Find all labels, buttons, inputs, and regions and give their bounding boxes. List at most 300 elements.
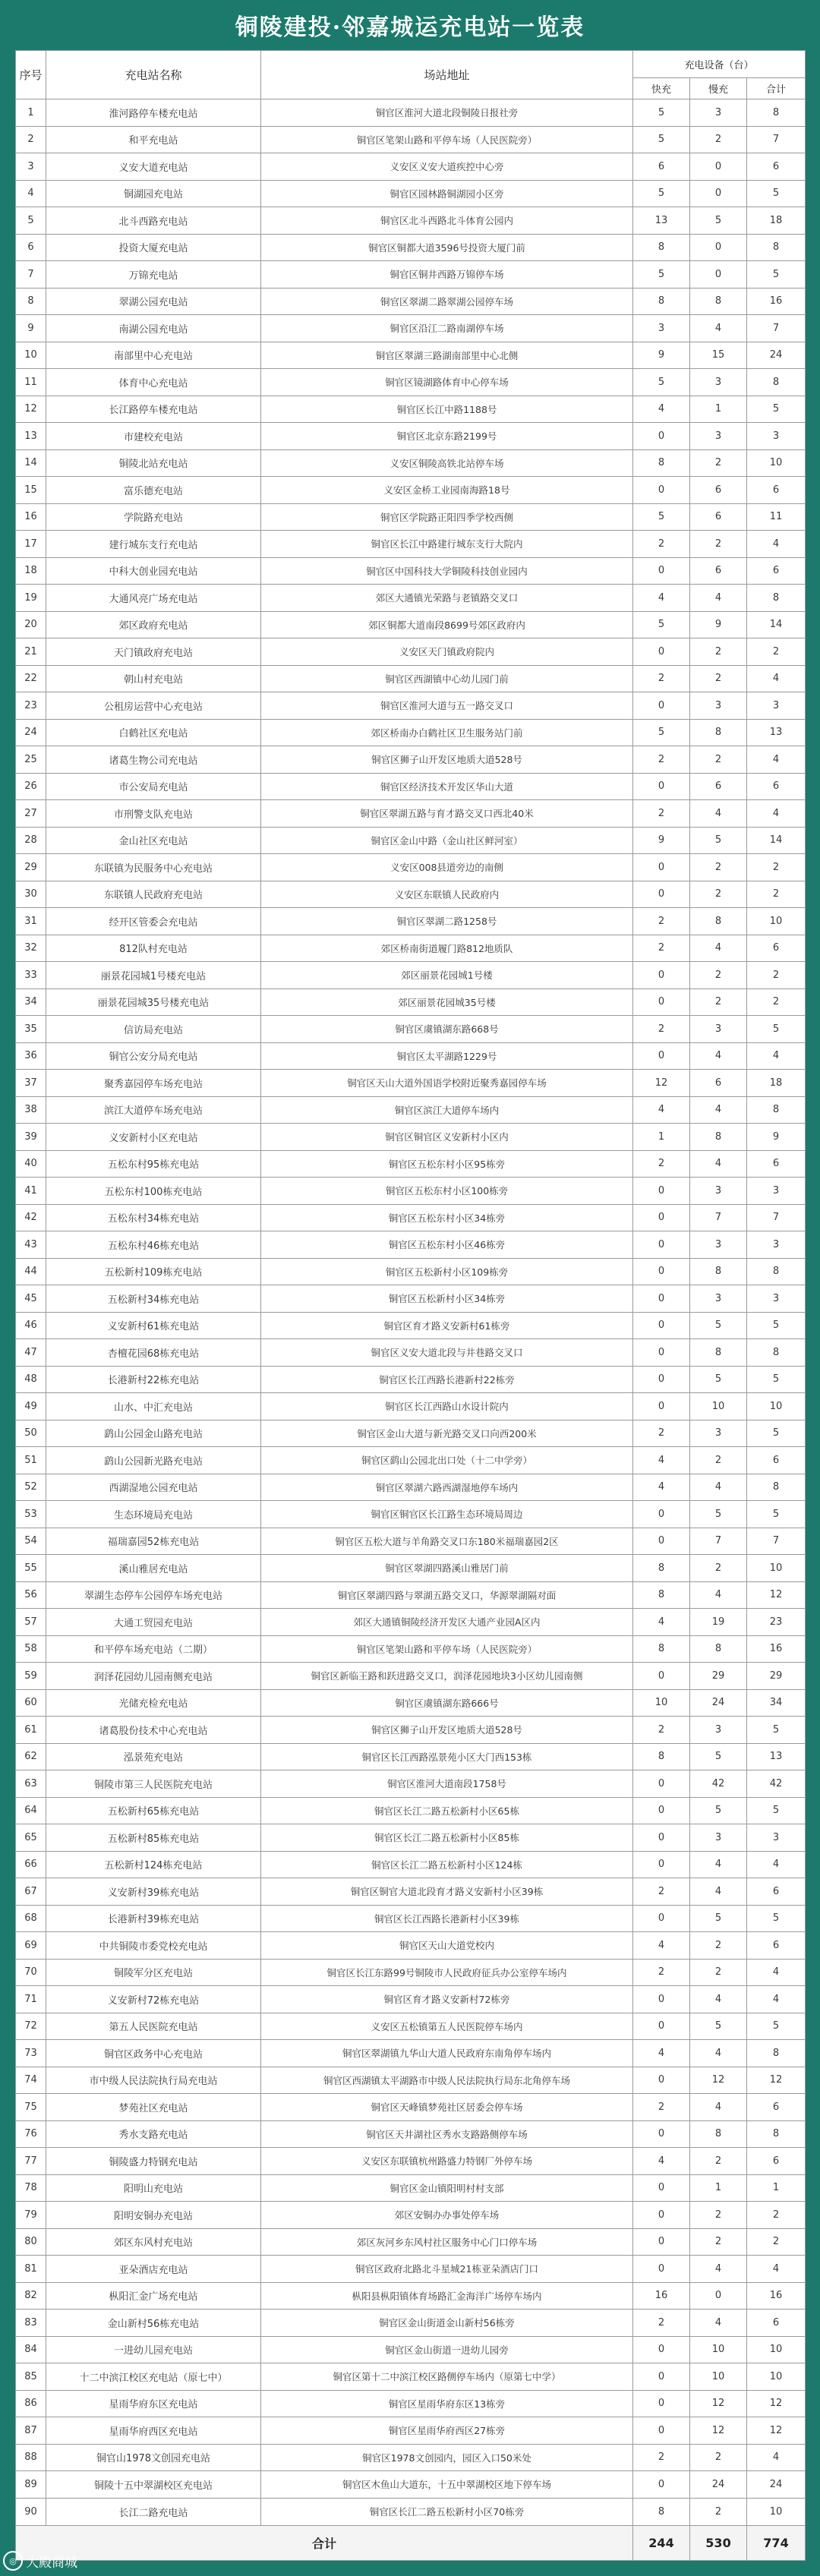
row-fast: 0 bbox=[633, 1986, 690, 2013]
table-row bbox=[16, 1393, 806, 1420]
row-name: 诸葛生物公司充电站 bbox=[46, 746, 261, 774]
row-address: 铜官区长江西路山水设计院内 bbox=[261, 1393, 633, 1420]
row-address: 铜官区北斗西路北斗体育公园内 bbox=[261, 207, 633, 235]
row-total: 5 bbox=[747, 396, 806, 423]
row-total: 12 bbox=[747, 2067, 806, 2094]
row-address: 铜官区翠湖五路与育才路交叉口西北40米 bbox=[261, 800, 633, 828]
row-no: 47 bbox=[16, 1339, 46, 1367]
row-address: 铜官区经济技术开发区华山大道 bbox=[261, 773, 633, 800]
row-slow: 10 bbox=[690, 2363, 747, 2391]
row-no: 68 bbox=[16, 1905, 46, 1932]
row-name: 第五人民医院充电站 bbox=[46, 2013, 261, 2040]
row-no: 89 bbox=[16, 2471, 46, 2499]
logo-text: 大殿商城 bbox=[26, 2555, 77, 2571]
row-fast: 0 bbox=[633, 423, 690, 450]
row-fast: 8 bbox=[633, 1555, 690, 1582]
row-name: 泓景苑充电站 bbox=[46, 1743, 261, 1770]
table-row bbox=[16, 1986, 806, 2013]
row-slow: 12 bbox=[690, 2067, 747, 2094]
row-no: 78 bbox=[16, 2174, 46, 2202]
row-fast: 0 bbox=[633, 2013, 690, 2040]
row-name: 五松东村46栋充电站 bbox=[46, 1231, 261, 1259]
row-no: 33 bbox=[16, 962, 46, 989]
row-fast: 9 bbox=[633, 342, 690, 369]
row-no: 39 bbox=[16, 1124, 46, 1151]
row-fast: 0 bbox=[633, 988, 690, 1016]
row-fast: 0 bbox=[633, 2067, 690, 2094]
row-no: 44 bbox=[16, 1258, 46, 1285]
row-no: 15 bbox=[16, 477, 46, 504]
row-total: 4 bbox=[747, 1042, 806, 1070]
row-name: 五松新村85栋充电站 bbox=[46, 1824, 261, 1852]
totals-fast: 244 bbox=[633, 2526, 690, 2561]
row-name: 十二中滨江校区充电站（原七中） bbox=[46, 2363, 261, 2391]
row-slow: 8 bbox=[690, 1124, 747, 1151]
row-no: 9 bbox=[16, 315, 46, 342]
row-address: 义安区金桥工业园南海路18号 bbox=[261, 477, 633, 504]
row-fast: 8 bbox=[633, 449, 690, 477]
row-fast: 8 bbox=[633, 1581, 690, 1609]
row-fast: 0 bbox=[633, 1663, 690, 1690]
row-total: 16 bbox=[747, 2282, 806, 2310]
row-fast: 2 bbox=[633, 1878, 690, 1906]
row-name: 义安大道充电站 bbox=[46, 153, 261, 181]
row-name: 秀水支路充电站 bbox=[46, 2120, 261, 2148]
row-address: 郊区桥南街道履门路812地质队 bbox=[261, 935, 633, 962]
row-name: 五松新村34栋充电站 bbox=[46, 1285, 261, 1313]
header-name: 充电站名称 bbox=[46, 51, 261, 99]
row-no: 59 bbox=[16, 1663, 46, 1690]
row-slow: 4 bbox=[690, 585, 747, 612]
row-name: 铜官山1978文创园充电站 bbox=[46, 2444, 261, 2471]
table-row bbox=[16, 288, 806, 315]
row-fast: 5 bbox=[633, 503, 690, 531]
row-slow: 2 bbox=[690, 1447, 747, 1474]
row-total: 4 bbox=[747, 1986, 806, 2013]
logo-icon: ◎ bbox=[3, 2551, 23, 2571]
table-row bbox=[16, 2067, 806, 2094]
table-row bbox=[16, 1959, 806, 1986]
row-no: 49 bbox=[16, 1393, 46, 1420]
row-fast: 0 bbox=[633, 773, 690, 800]
row-address: 铜官区长江二路五松新村小区85栋 bbox=[261, 1824, 633, 1852]
row-slow: 42 bbox=[690, 1770, 747, 1798]
row-name: 市刑警支队充电站 bbox=[46, 800, 261, 828]
row-fast: 4 bbox=[633, 585, 690, 612]
row-total: 6 bbox=[747, 557, 806, 585]
row-total: 24 bbox=[747, 342, 806, 369]
row-slow: 15 bbox=[690, 342, 747, 369]
row-no: 50 bbox=[16, 1420, 46, 1447]
row-fast: 2 bbox=[633, 2094, 690, 2121]
row-no: 24 bbox=[16, 719, 46, 746]
row-name: 铜陵军分区充电站 bbox=[46, 1959, 261, 1986]
row-address: 铜官区虞镇湖东路668号 bbox=[261, 1016, 633, 1043]
row-total: 6 bbox=[747, 1150, 806, 1178]
table-row bbox=[16, 126, 806, 153]
row-slow: 12 bbox=[690, 2390, 747, 2417]
row-no: 20 bbox=[16, 611, 46, 638]
table-row bbox=[16, 1096, 806, 1124]
row-fast: 0 bbox=[633, 1393, 690, 1420]
row-total: 16 bbox=[747, 1635, 806, 1663]
table-row bbox=[16, 1474, 806, 1501]
row-slow: 7 bbox=[690, 1528, 747, 1555]
table-row bbox=[16, 449, 806, 477]
row-slow: 29 bbox=[690, 1663, 747, 1690]
row-total: 5 bbox=[747, 1905, 806, 1932]
row-address: 郊区灰河乡东风村社区服务中心门口停车场 bbox=[261, 2228, 633, 2256]
row-address: 铜官区翠湖三路湖南部里中心北侧 bbox=[261, 342, 633, 369]
row-fast: 2 bbox=[633, 746, 690, 774]
row-total: 8 bbox=[747, 1096, 806, 1124]
row-name: 五松东村95栋充电站 bbox=[46, 1150, 261, 1178]
row-total: 2 bbox=[747, 638, 806, 666]
row-total: 24 bbox=[747, 2471, 806, 2499]
row-name: 五松新村109栋充电站 bbox=[46, 1258, 261, 1285]
row-no: 40 bbox=[16, 1150, 46, 1178]
footer-logo bbox=[3, 2549, 77, 2572]
row-no: 17 bbox=[16, 531, 46, 558]
header-fast: 快充 bbox=[633, 78, 690, 99]
row-total: 3 bbox=[747, 1824, 806, 1852]
row-no: 23 bbox=[16, 692, 46, 720]
row-fast: 8 bbox=[633, 1635, 690, 1663]
totals-total: 774 bbox=[747, 2526, 806, 2561]
row-no: 7 bbox=[16, 261, 46, 288]
row-total: 8 bbox=[747, 1474, 806, 1501]
row-total: 3 bbox=[747, 1178, 806, 1205]
row-address: 铜官区长江二路五松新村小区70栋旁 bbox=[261, 2498, 633, 2526]
row-fast: 13 bbox=[633, 207, 690, 235]
row-address: 铜官区政府北路北斗星城21栋亚朵酒店门口 bbox=[261, 2256, 633, 2283]
row-no: 61 bbox=[16, 1717, 46, 1744]
row-no: 8 bbox=[16, 288, 46, 315]
row-slow: 2 bbox=[690, 638, 747, 666]
row-address: 铜官区天山大道外国语学校附近聚秀嘉园停车场 bbox=[261, 1070, 633, 1097]
row-address: 铜官区长江二路五松新村小区65栋 bbox=[261, 1797, 633, 1824]
row-address: 铜官区金山街道金山新村56栋旁 bbox=[261, 2310, 633, 2337]
row-no: 4 bbox=[16, 180, 46, 207]
table-row bbox=[16, 773, 806, 800]
table-row bbox=[16, 1824, 806, 1852]
row-slow: 3 bbox=[690, 1824, 747, 1852]
row-no: 43 bbox=[16, 1231, 46, 1259]
row-total: 8 bbox=[747, 99, 806, 127]
row-no: 62 bbox=[16, 1743, 46, 1770]
row-name: 枞阳汇金广场充电站 bbox=[46, 2282, 261, 2310]
row-address: 铜官区天井湖社区秀水支路路侧停车场 bbox=[261, 2120, 633, 2148]
row-fast: 2 bbox=[633, 1959, 690, 1986]
row-address: 铜官区长江西路长港新村22栋旁 bbox=[261, 1366, 633, 1393]
row-total: 2 bbox=[747, 962, 806, 989]
row-slow: 2 bbox=[690, 746, 747, 774]
table-row bbox=[16, 180, 806, 207]
row-slow: 6 bbox=[690, 557, 747, 585]
row-total: 34 bbox=[747, 1689, 806, 1717]
row-fast: 0 bbox=[633, 2120, 690, 2148]
row-name: 朝山村充电站 bbox=[46, 665, 261, 692]
table-row bbox=[16, 1851, 806, 1878]
row-slow: 2 bbox=[690, 531, 747, 558]
row-address: 铜官区翠湖二路1258号 bbox=[261, 908, 633, 935]
row-total: 29 bbox=[747, 1663, 806, 1690]
row-name: 东联镇人民政府充电站 bbox=[46, 881, 261, 908]
row-total: 10 bbox=[747, 2498, 806, 2526]
row-total: 2 bbox=[747, 881, 806, 908]
table-row bbox=[16, 1231, 806, 1259]
row-name: 郊区政府充电站 bbox=[46, 611, 261, 638]
row-address: 铜官区五松新村小区34栋旁 bbox=[261, 1285, 633, 1313]
row-name: 一进幼儿园充电站 bbox=[46, 2336, 261, 2363]
row-name: 光储充检充电站 bbox=[46, 1689, 261, 1717]
row-address: 铜官区狮子山开发区地质大道528号 bbox=[261, 1717, 633, 1744]
row-fast: 0 bbox=[633, 2256, 690, 2283]
row-fast: 0 bbox=[633, 2417, 690, 2445]
row-no: 51 bbox=[16, 1447, 46, 1474]
row-slow: 8 bbox=[690, 1339, 747, 1367]
row-address: 铜官区鹞山公园北出口处（十二中学旁） bbox=[261, 1447, 633, 1474]
row-no: 14 bbox=[16, 449, 46, 477]
row-fast: 0 bbox=[633, 1204, 690, 1231]
row-total: 4 bbox=[747, 1959, 806, 1986]
row-total: 2 bbox=[747, 2228, 806, 2256]
row-address: 铜官区太平湖路1229号 bbox=[261, 1042, 633, 1070]
row-fast: 0 bbox=[633, 2471, 690, 2499]
row-name: 812队村充电站 bbox=[46, 935, 261, 962]
row-name: 白鹤社区充电站 bbox=[46, 719, 261, 746]
row-no: 27 bbox=[16, 800, 46, 828]
row-slow: 9 bbox=[690, 611, 747, 638]
row-no: 66 bbox=[16, 1851, 46, 1878]
row-no: 87 bbox=[16, 2417, 46, 2445]
row-no: 64 bbox=[16, 1797, 46, 1824]
row-no: 56 bbox=[16, 1581, 46, 1609]
row-name: 市中级人民法院执行局充电站 bbox=[46, 2067, 261, 2094]
row-fast: 0 bbox=[633, 2336, 690, 2363]
table-row bbox=[16, 2228, 806, 2256]
row-no: 45 bbox=[16, 1285, 46, 1313]
row-no: 79 bbox=[16, 2202, 46, 2229]
table-sheet bbox=[15, 50, 805, 2561]
row-name: 五松新村65栋充电站 bbox=[46, 1797, 261, 1824]
row-fast: 8 bbox=[633, 1743, 690, 1770]
row-slow: 5 bbox=[690, 1366, 747, 1393]
row-fast: 0 bbox=[633, 1258, 690, 1285]
row-no: 26 bbox=[16, 773, 46, 800]
table-row bbox=[16, 1285, 806, 1313]
row-fast: 0 bbox=[633, 1312, 690, 1339]
row-slow: 4 bbox=[690, 2094, 747, 2121]
row-address: 郊区安铜办办事处停车场 bbox=[261, 2202, 633, 2229]
row-total: 14 bbox=[747, 611, 806, 638]
totals-label: 合计 bbox=[16, 2526, 633, 2561]
row-name: 北斗西路充电站 bbox=[46, 207, 261, 235]
row-name: 富乐德充电站 bbox=[46, 477, 261, 504]
row-total: 5 bbox=[747, 1312, 806, 1339]
table-row bbox=[16, 2282, 806, 2310]
table-row bbox=[16, 1878, 806, 1906]
table-row bbox=[16, 1528, 806, 1555]
table-row bbox=[16, 2417, 806, 2445]
row-name: 铜陵北站充电站 bbox=[46, 449, 261, 477]
row-total: 6 bbox=[747, 477, 806, 504]
row-no: 84 bbox=[16, 2336, 46, 2363]
table-row bbox=[16, 531, 806, 558]
row-name: 铜官区政务中心充电站 bbox=[46, 2040, 261, 2067]
table-row bbox=[16, 207, 806, 235]
row-total: 4 bbox=[747, 2444, 806, 2471]
row-name: 翠湖公园充电站 bbox=[46, 288, 261, 315]
row-slow: 2 bbox=[690, 854, 747, 881]
row-total: 8 bbox=[747, 369, 806, 396]
table-row bbox=[16, 261, 806, 288]
header-equipment: 充电设备（台） bbox=[633, 51, 806, 78]
row-slow: 8 bbox=[690, 1258, 747, 1285]
row-address: 铜官区义安大道北段与井巷路交叉口 bbox=[261, 1339, 633, 1367]
row-no: 30 bbox=[16, 881, 46, 908]
table-row bbox=[16, 2174, 806, 2202]
row-slow: 4 bbox=[690, 2040, 747, 2067]
table-row bbox=[16, 2363, 806, 2391]
row-name: 阳明安铜办充电站 bbox=[46, 2202, 261, 2229]
row-fast: 2 bbox=[633, 1717, 690, 1744]
row-slow: 4 bbox=[690, 1878, 747, 1906]
row-name: 丽景花园城1号楼充电站 bbox=[46, 962, 261, 989]
table-row bbox=[16, 1447, 806, 1474]
row-fast: 1 bbox=[633, 1124, 690, 1151]
row-name: 公租房运营中心充电站 bbox=[46, 692, 261, 720]
row-fast: 0 bbox=[633, 2174, 690, 2202]
row-fast: 2 bbox=[633, 908, 690, 935]
row-fast: 8 bbox=[633, 234, 690, 261]
table-row bbox=[16, 503, 806, 531]
row-address: 铜官区镜湖路体育中心停车场 bbox=[261, 369, 633, 396]
row-address: 铜官区第十二中滨江校区路侧停车场内（原第七中学） bbox=[261, 2363, 633, 2391]
table-row bbox=[16, 1420, 806, 1447]
row-fast: 4 bbox=[633, 1932, 690, 1960]
row-name: 大通工贸园充电站 bbox=[46, 1609, 261, 1636]
row-name: 铜陵盛力特钢充电站 bbox=[46, 2148, 261, 2175]
row-address: 铜官区金山街道一进幼儿园旁 bbox=[261, 2336, 633, 2363]
row-address: 铜官区育才路义安新村72栋旁 bbox=[261, 1986, 633, 2013]
row-total: 23 bbox=[747, 1609, 806, 1636]
row-name: 星雨华府西区充电站 bbox=[46, 2417, 261, 2445]
row-total: 10 bbox=[747, 449, 806, 477]
row-slow: 2 bbox=[690, 1959, 747, 1986]
table-row bbox=[16, 1609, 806, 1636]
row-total: 1 bbox=[747, 2174, 806, 2202]
row-slow: 3 bbox=[690, 369, 747, 396]
row-address: 义安区天门镇政府院内 bbox=[261, 638, 633, 666]
table-row bbox=[16, 2013, 806, 2040]
table-row bbox=[16, 2256, 806, 2283]
row-total: 5 bbox=[747, 1366, 806, 1393]
table-row bbox=[16, 719, 806, 746]
row-address: 铜官区育才路义安新村61栋旁 bbox=[261, 1312, 633, 1339]
row-total: 3 bbox=[747, 1285, 806, 1313]
row-total: 4 bbox=[747, 665, 806, 692]
row-fast: 2 bbox=[633, 531, 690, 558]
row-name: 义安新村39栋充电站 bbox=[46, 1878, 261, 1906]
row-slow: 1 bbox=[690, 2174, 747, 2202]
row-no: 1 bbox=[16, 99, 46, 127]
row-fast: 0 bbox=[633, 1501, 690, 1528]
row-slow: 3 bbox=[690, 1231, 747, 1259]
row-slow: 8 bbox=[690, 288, 747, 315]
row-fast: 2 bbox=[633, 2310, 690, 2337]
row-fast: 0 bbox=[633, 881, 690, 908]
row-name: 铜陵十五中翠湖校区充电站 bbox=[46, 2471, 261, 2499]
row-total: 13 bbox=[747, 719, 806, 746]
row-slow: 3 bbox=[690, 423, 747, 450]
table-row bbox=[16, 1070, 806, 1097]
row-fast: 8 bbox=[633, 2498, 690, 2526]
row-fast: 5 bbox=[633, 180, 690, 207]
row-address: 铜官区天山大道党校内 bbox=[261, 1932, 633, 1960]
row-address: 铜官区铜官区义安新村小区内 bbox=[261, 1124, 633, 1151]
row-total: 4 bbox=[747, 531, 806, 558]
row-slow: 5 bbox=[690, 1797, 747, 1824]
row-total: 8 bbox=[747, 2120, 806, 2148]
row-address: 铜官区星雨华府西区27栋旁 bbox=[261, 2417, 633, 2445]
table-row bbox=[16, 1204, 806, 1231]
row-slow: 3 bbox=[690, 99, 747, 127]
row-total: 10 bbox=[747, 2363, 806, 2391]
row-slow: 6 bbox=[690, 773, 747, 800]
row-total: 6 bbox=[747, 153, 806, 181]
table-row bbox=[16, 854, 806, 881]
row-fast: 8 bbox=[633, 288, 690, 315]
row-no: 36 bbox=[16, 1042, 46, 1070]
row-no: 55 bbox=[16, 1555, 46, 1582]
row-no: 77 bbox=[16, 2148, 46, 2175]
row-no: 34 bbox=[16, 988, 46, 1016]
header-no: 序号 bbox=[16, 51, 46, 99]
row-name: 义安新村72栋充电站 bbox=[46, 1986, 261, 2013]
row-fast: 4 bbox=[633, 1609, 690, 1636]
row-fast: 0 bbox=[633, 1366, 690, 1393]
row-address: 铜官区翠湖六路西湖湿地停车场内 bbox=[261, 1474, 633, 1501]
row-name: 投资大厦充电站 bbox=[46, 234, 261, 261]
row-name: 鹞山公园金山路充电站 bbox=[46, 1420, 261, 1447]
table-row bbox=[16, 1555, 806, 1582]
row-slow: 4 bbox=[690, 800, 747, 828]
row-slow: 4 bbox=[690, 2310, 747, 2337]
table-row bbox=[16, 1635, 806, 1663]
row-fast: 4 bbox=[633, 2040, 690, 2067]
row-name: 体育中心充电站 bbox=[46, 369, 261, 396]
row-no: 46 bbox=[16, 1312, 46, 1339]
row-address: 铜官区沿江二路南湖停车场 bbox=[261, 315, 633, 342]
row-name: 天门镇政府充电站 bbox=[46, 638, 261, 666]
table-row bbox=[16, 423, 806, 450]
row-address: 铜官区西湖镇太平湖路市中级人民法院执行局东北角停车场 bbox=[261, 2067, 633, 2094]
row-name: 南部里中心充电站 bbox=[46, 342, 261, 369]
row-total: 4 bbox=[747, 746, 806, 774]
row-slow: 10 bbox=[690, 1393, 747, 1420]
row-name: 长港新村39栋充电站 bbox=[46, 1905, 261, 1932]
row-name: 中共铜陵市委党校充电站 bbox=[46, 1932, 261, 1960]
row-fast: 0 bbox=[633, 1770, 690, 1798]
row-name: 万锦充电站 bbox=[46, 261, 261, 288]
row-name: 南湖公园充电站 bbox=[46, 315, 261, 342]
row-address: 郊区铜都大道南段8699号郊区政府内 bbox=[261, 611, 633, 638]
table-row bbox=[16, 2202, 806, 2229]
row-no: 53 bbox=[16, 1501, 46, 1528]
table-row bbox=[16, 557, 806, 585]
row-slow: 4 bbox=[690, 1096, 747, 1124]
